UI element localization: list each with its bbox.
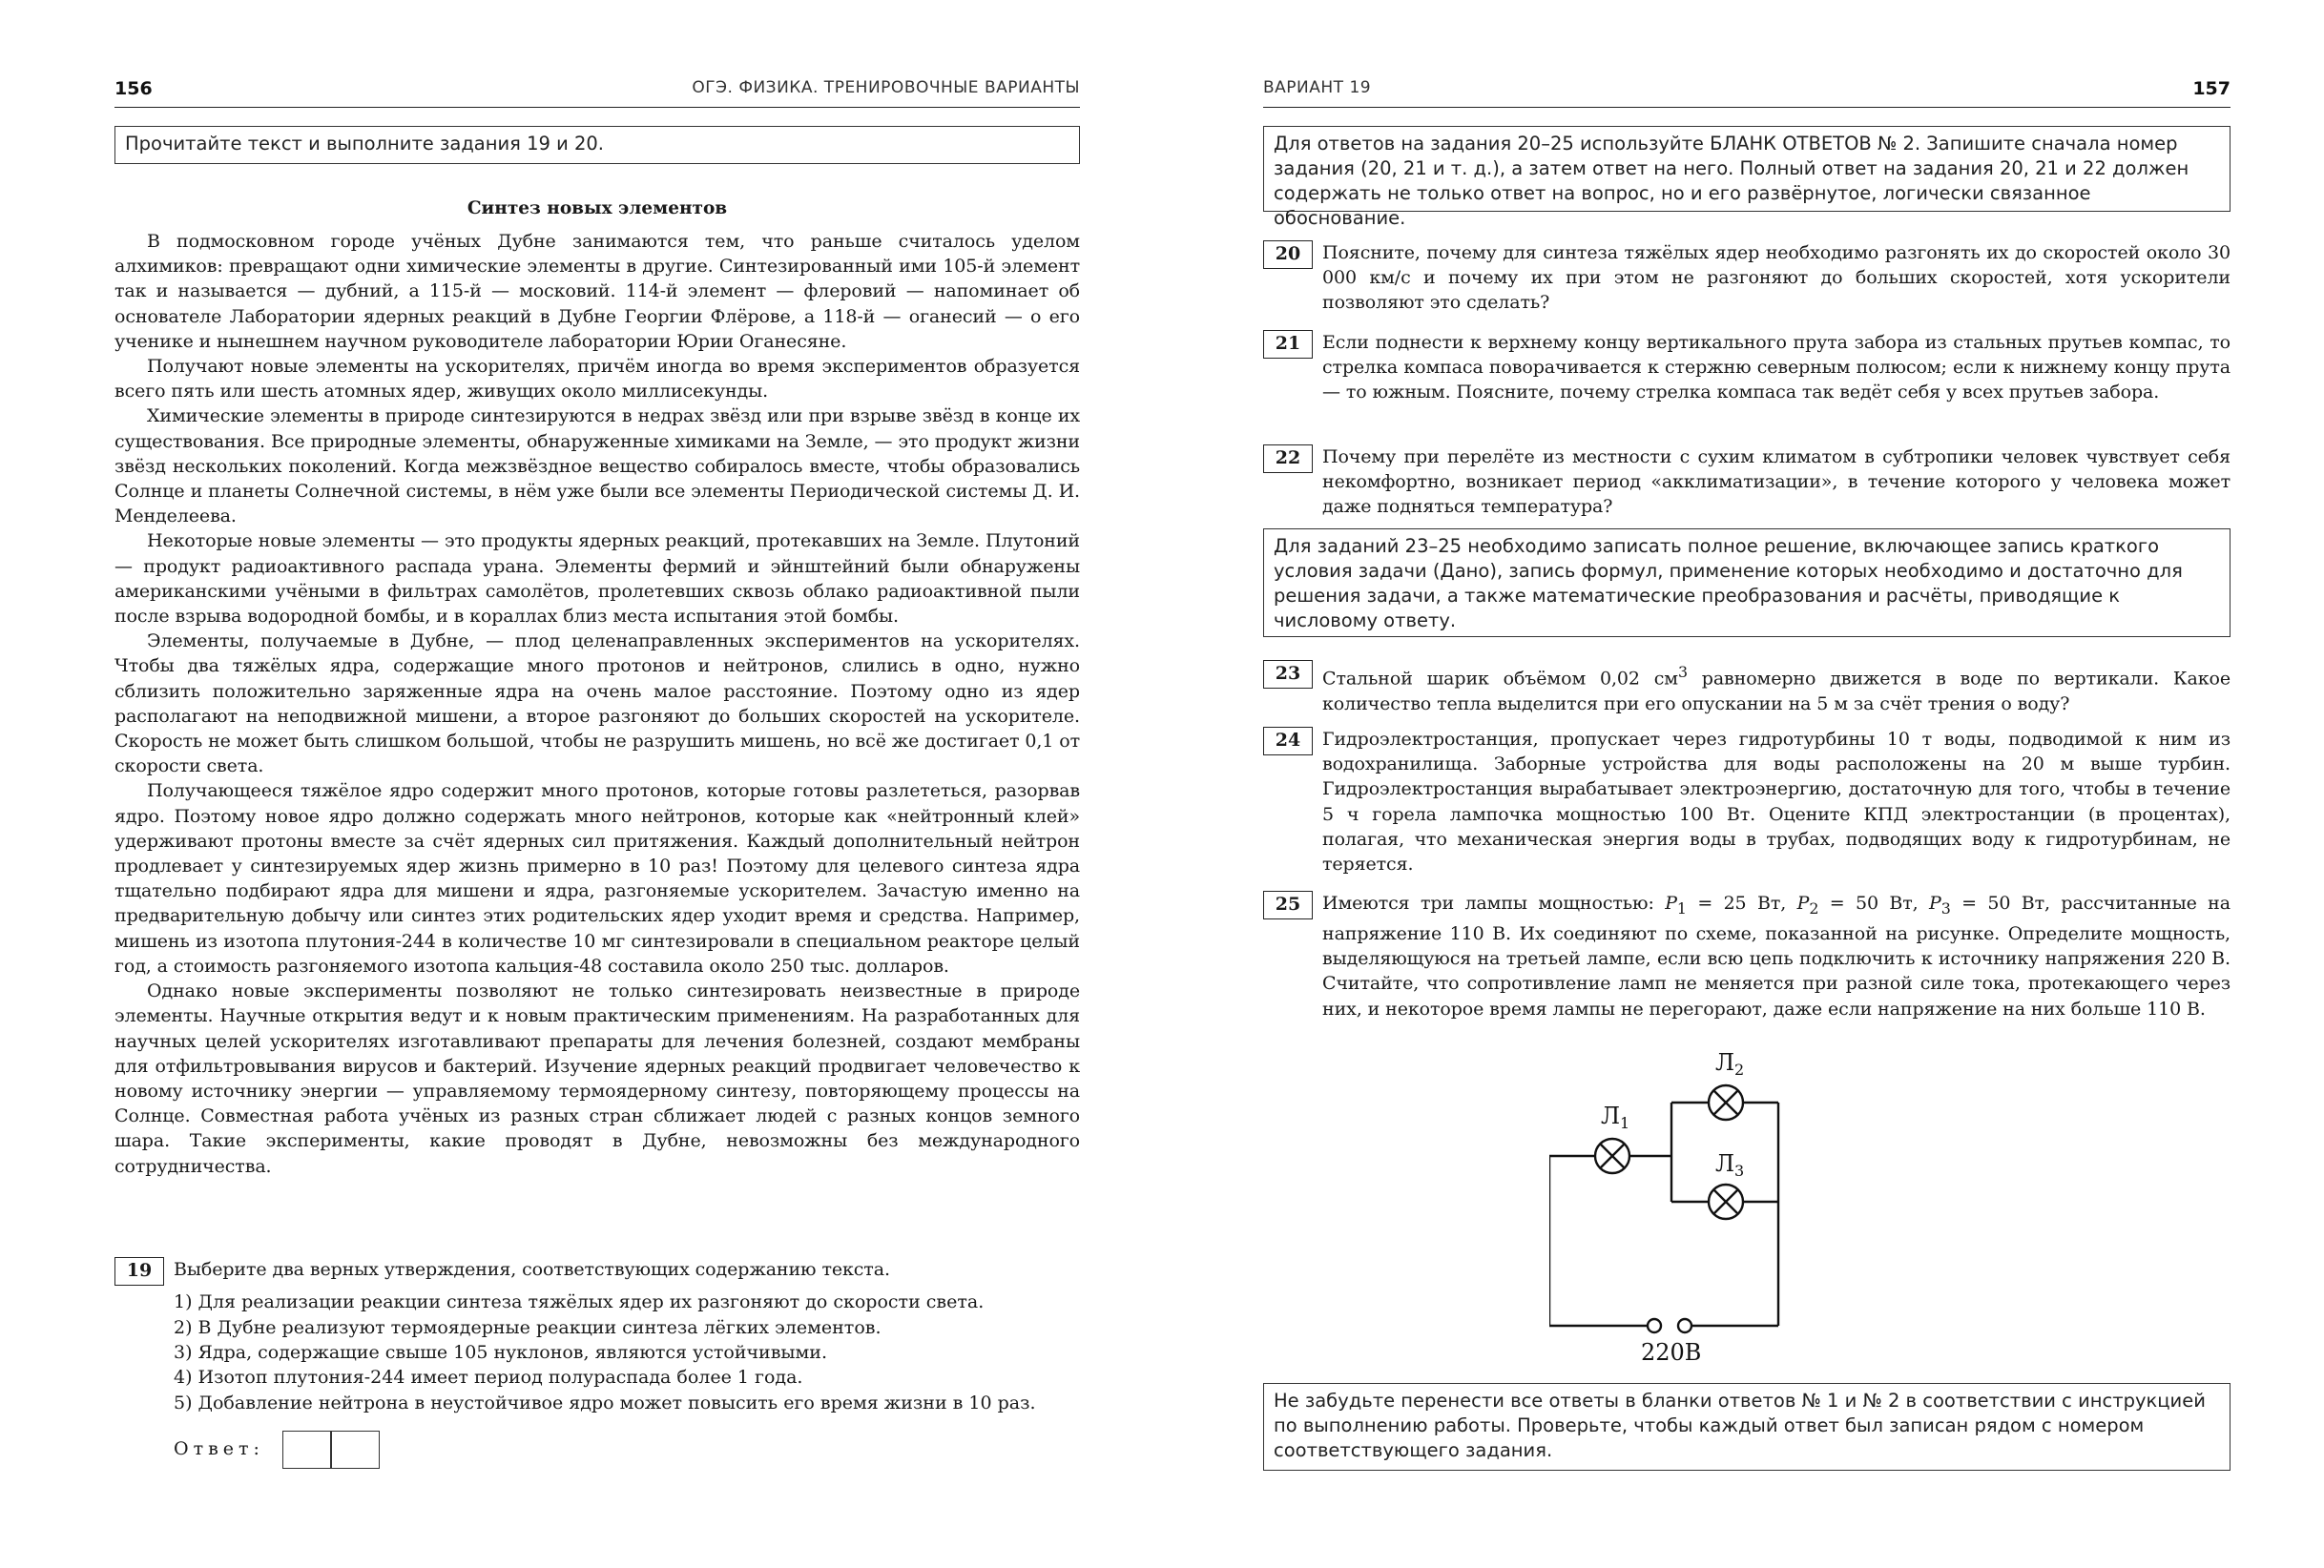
power-value: = 50 Вт, [1950,893,2050,914]
answer-cell[interactable] [330,1431,380,1469]
task-text: Выберите два верных утверждения, соответствующих содержанию текста. [174,1259,890,1280]
task23-text-before: Стальной шарик объёмом 0,02 см [1322,668,1678,690]
article-body [114,229,1080,1179]
lamp-1-label: $Л_1$ [1601,1103,1630,1132]
task25-intro: Имеются три лампы мощностью: [1322,893,1666,914]
final-reminder-text: Не забудьте перенести все ответы в бланки ответов № 1 и № 2 в соответствии с инструкцией по выполнению работы. Проверьте, чтобы каждый ответ был записан рядом с номером соответствующего задания. [1274,1390,2206,1461]
task-number-box: 24 [1263,727,1313,755]
power-symbol: P [1929,893,1941,914]
running-title: ВАРИАНТ 19 [1263,78,1372,97]
solution-instruction-text: Для заданий 23–25 необходимо записать полное решение, включающее запись краткого условия задачи (Дано), запись формул, применение которых необходимо и достаточно для решения задачи, а также математические преобразования и расчёты, приводящие к числовому ответу. [1274,535,2183,631]
header-rule [114,107,1080,108]
lamp-3-label: $Л_3$ [1715,1150,1745,1180]
power-subscript: 1 [1676,898,1687,918]
final-reminder-box [1263,1383,2231,1471]
option-item: 1) Для реализации реакции синтеза тяжёлых ядер их разгоняют до скорости света. [174,1291,985,1313]
article-title: Синтез новых элементов [467,198,728,218]
read-instruction-text: Прочитайте текст и выполните задания 19 и 20. [125,133,604,155]
article-paragraph: Некоторые новые элементы — это продукты ядерных реакций, протекавших на Земле. Плутоний — продукт радиоактивного распада урана. Элементы фермий и эйнштейний были обнаружены американскими учёными в фильтрах самолётов, пролетевших сквозь облако радиоактивной пыли после взрыва водородной бомбы, и в кораллах близ места испытания этой бомбы. [114,530,1080,628]
answer-options [174,1289,1080,1415]
task-number-box: 21 [1263,330,1313,359]
task-19 [114,1257,1080,1431]
task-text [1322,891,2231,1021]
cubic-superscript: 3 [1677,663,1688,681]
article-paragraph: Однако новые эксперименты позволяют не только синтезировать неизвестные в природе элементы. Научные открытия ведут и к новым практическим применениям. На разработанных для научных целей ускорителях изготавливают препараты для лечения болезней, создают мембраны для отфильтровывания вирусов и бактерий. Изучение ядерных реакций продвигает человечество к новому источнику энергии — управляемому термоядерному синтезу, повторяющему процессы на Солнце. Совместная работа учёных из разных стран сближает людей с разных концов земного шара. Такие эксперименты, какие проводят в Дубне, невозможны без международного сотрудничества. [114,980,1080,1177]
task-text: Если поднести к верхнему концу вертикального прута забора из стальных прутьев компас, то стрелка компаса поворачивается к стержню северным полюсом; если к нижнему концу прута — то южным. Поясните, почему стрелка компаса так ведёт себя у всех прутьев забора. [1322,332,2231,403]
task-number-box: 20 [1263,240,1313,269]
power-subscript: 3 [1940,898,1951,918]
answer-sheet-instruction-text: Для ответов на задания 20–25 используйте БЛАНК ОТВЕТОВ № 2. Запишите сначала номер задания (20, 21 и т. д.), а затем ответ на него. Полный ответ на задания 20, 21 и 22 должен содержать не только ответ на вопрос, но и его развёрнутое, логически связанное обоснование. [1274,133,2189,229]
running-title: ОГЭ. ФИЗИКА. ТРЕНИРОВОЧНЫЕ ВАРИАНТЫ [692,78,1080,97]
left-running-head [114,74,1080,105]
answer-label: Ответ: [174,1438,264,1459]
article-paragraph: Элементы, получаемые в Дубне, — плод целенаправленных экспериментов на ускорителях. Чтобы два тяжёлых ядра, содержащие много протонов и нейтронов, слились в одно, нужно сблизить положительно заряженные ядра на очень малое расстояние. Поэтому одно из ядер располагают на неподвижной мишени, а второе разгоняют до больших скоростей на ускорителе. Скорость не может быть слишком большой, чтобы не разрушить мишень, но всё же достигает 0,1 от скорости света. [114,630,1080,777]
answer-sheet-instruction-box [1263,126,2231,229]
power-value: = 50 Вт, [1818,893,1930,914]
task-20 [1263,240,2231,316]
terminal-icon [1648,1319,1661,1332]
answer-cell[interactable] [282,1431,332,1469]
task-number-box: 19 [114,1257,164,1286]
lamp-1-icon [1595,1139,1629,1173]
task-text [1322,660,2231,716]
right-running-head [1263,74,2231,105]
page-number: 157 [2192,78,2231,99]
header-rule [1263,107,2231,108]
task-number-box: 25 [1263,891,1313,919]
left-page [114,0,1080,1568]
task-text: Гидроэлектростанция, пропускает через гидротурбины 10 т воды, подводимой к ним из водохранилища. Заборные устройства для воды расположены на 20 м выше турбин. Гидроэлектростанция вырабатывает электроэнергию, достаточную для того, чтобы в течение 5 ч горела лампочка мощностью 100 Вт. Оцените КПД электростанции (в процентах), полагая, что механическая энергия воды в трубах, подводящих воду к гидротурбинам, не теряется. [1322,729,2231,876]
source-voltage-label: 220В [1641,1339,1702,1366]
option-item: 4) Изотоп плутония-244 имеет период полураспада более 1 года. [174,1367,803,1389]
article-paragraph: Получающееся тяжёлое ядро содержит много протонов, которые готовы разлететься, разорвав ядро. Поэтому новое ядро должно содержать много нейтронов, которые как «нейтронный клей» удерживают протоны вместе за счёт ядерных сил притяжения. Каждый дополнительный нейтрон продлевает у синтезируемых ядер жизнь примерно в 10 раз! Поэтому для целевого синтеза ядра тщательно подбирают ядра для мишени и ядра, разгоняемые ускорителем. Зачастую именно на предварительную добычу или синтез этих родительских ядер уходит время и средства. Например, мишень из изотопа плутония-244 в количестве 10 мг синтезировали в специальном реакторе целый год, а стоимость разгоняемого изотопа кальция-48 составила около 250 тыс. долларов. [114,780,1080,977]
task-number-box: 22 [1263,444,1313,473]
task-text: Поясните, почему для синтеза тяжёлых ядер необходимо разгонять их до скоростей около 30 000 км/с и почему их при этом не разгоняют до больших скоростей, хотя ускорители позволяют это сделать? [1322,242,2231,314]
lamp-2-icon [1709,1085,1743,1120]
article-paragraph: Получают новые элементы на ускорителях, причём иногда во время экспериментов образуется всего пять или шесть атомных ядер, живущих около миллисекунды. [114,356,1080,402]
task25-rest: рассчитанные на напряжение 110 В. Их соединяют по схеме, показанной на рисунке. Определите мощность, выделяющуюся на третьей лампе, если всю цепь подключить к источнику напряжения 220 В. Считайте, что сопротивление ламп не меняется при разной силе тока, протекающего через них, и некоторое время лампы не перегорают, даже если напряжение на них больше 110 В. [1322,893,2231,1020]
power-subscript: 2 [1809,898,1819,918]
lamp-3-icon [1709,1185,1743,1219]
power-value: = 25 Вт, [1686,893,1797,914]
task23-text-after: равномерно движется в воде по вертикали. Какое количество тепла выделится при его опускании на 5 м за счёт трения о воду? [1322,668,2231,714]
solution-instruction-box [1263,528,2231,637]
right-page [1263,0,2231,1568]
option-item: 3) Ядра, содержащие свыше 105 нуклонов, являются устойчивыми. [174,1342,827,1364]
lamp-2-label: $Л_2$ [1715,1049,1745,1079]
circuit-diagram [1549,1049,1950,1373]
terminal-icon [1678,1319,1691,1332]
task-22 [1263,444,2231,520]
task-text: Почему при перелёте из местности с сухим климатом в субтропики человек чувствует себя некомфортно, возникает период «акклиматизации», в течение которого у человека может даже подняться температура? [1322,446,2231,518]
power-symbol: P [1796,893,1810,914]
task-25 [1263,891,2231,1021]
task-24 [1263,727,2231,877]
page-number: 156 [114,78,153,99]
article-paragraph: Химические элементы в природе синтезируются в недрах звёзд или при взрыве звёзд в конце их существования. Все природные элементы, обнаруженные химиками на Земле, — это продукт жизни звёзд нескольких поколений. Когда межзвёздное вещество собиралось вместе, чтобы образовались Солнце и планеты Солнечной системы, в нём уже были все элементы Периодической системы Д. И. Менделеева. [114,405,1080,527]
article-paragraph: В подмосковном городе учёных Дубне занимаются тем, что раньше считалось уделом алхимиков: превращают одни химические элементы в другие. Синтезированный ими 105-й элемент так и называется — дубний, а 115-й — московий. 114-й элемент — флеровий — напоминает об основателе Лаборатории ядерных реакций в Дубне Георгии Флёрове, а 118-й — оганесий — о его ученике и нынешнем научном руководителе лаборатории Юрии Оганесяне. [114,231,1080,352]
option-item: 5) Добавление нейтрона в неустойчивое ядро может повысить его время жизни в 10 раз. [174,1392,1036,1413]
task-number-box: 23 [1263,660,1313,689]
read-instruction-box [114,126,1080,164]
power-symbol: P [1665,893,1677,914]
task-23 [1263,660,2231,716]
option-item: 2) В Дубне реализуют термоядерные реакции синтеза лёгких элементов. [174,1316,882,1338]
task-21 [1263,330,2231,405]
